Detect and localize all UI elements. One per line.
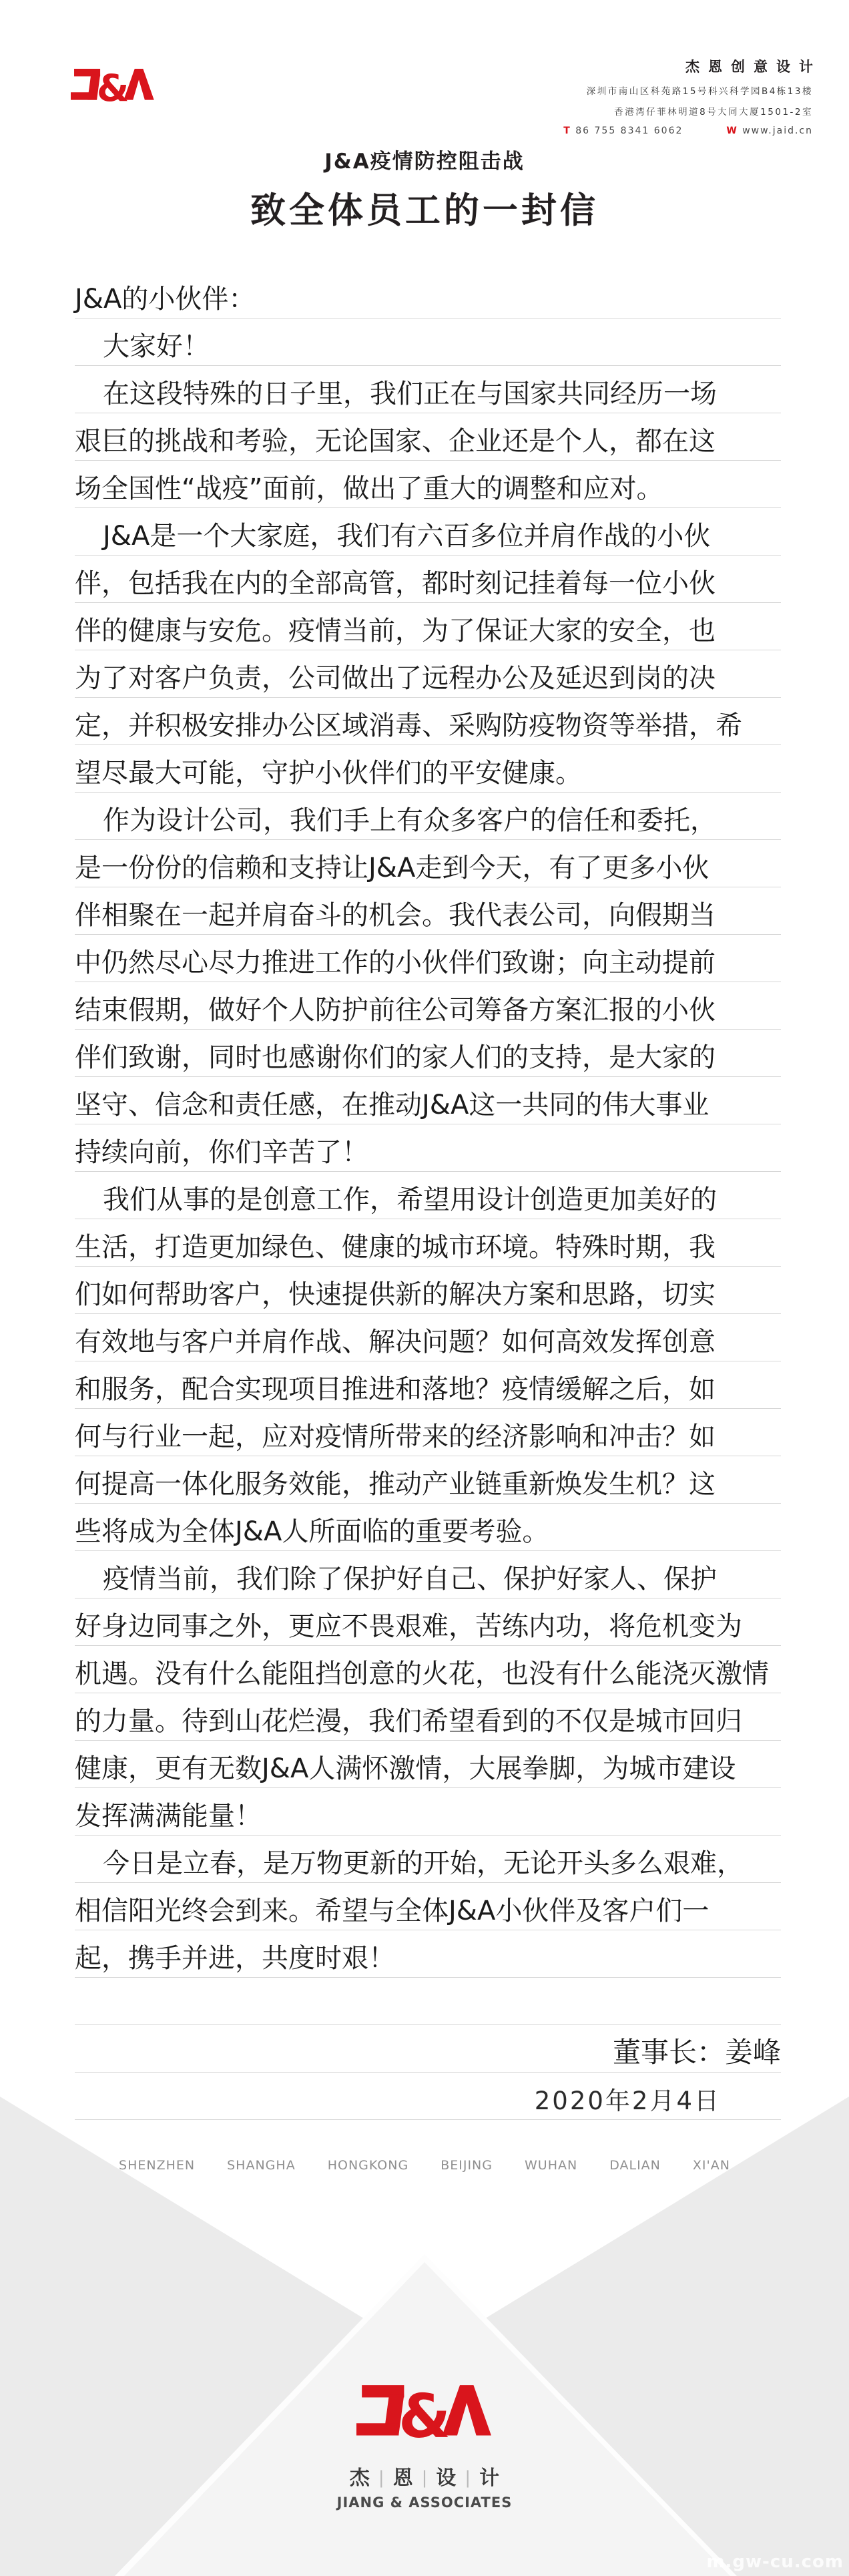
city-label: SHANGHA [227, 2158, 296, 2173]
letter-line-text: 在这段特殊的日子里，我们正在与国家共同经历一场 [103, 379, 717, 409]
letter-line [75, 840, 781, 887]
letter-line [75, 603, 781, 650]
tel-icon: T [563, 126, 571, 136]
letter-line [75, 1314, 781, 1361]
letter-line [75, 1030, 781, 1077]
letter-line [75, 1646, 781, 1693]
letter-line [75, 1361, 781, 1409]
letter-line [75, 887, 781, 935]
letter-line-text: 和服务，配合实现项目推进和落地？疫情缓解之后，如 [75, 1374, 716, 1405]
letter-line [75, 508, 781, 556]
brand-separator: | [378, 2468, 384, 2488]
letter-line [75, 1172, 781, 1219]
letter-line-text: 生活，打造更加绿色、健康的城市环境。特殊时期，我 [75, 1232, 716, 1263]
letter-line [75, 1456, 781, 1504]
letterhead-info [533, 56, 822, 136]
letter-line [75, 1409, 781, 1456]
address-hongkong: 香港湾仔菲林明道8号大同大厦1501-2室 [614, 107, 813, 118]
office-cities [0, 2158, 849, 2173]
letter-line [75, 1077, 781, 1124]
contact-line [533, 126, 813, 136]
letter-line-text: 定，并积极安排办公区域消毒、采购防疫物资等举措，希 [75, 710, 742, 741]
letter-line-text: 坚守、信念和责任感，在推动J&A这一共同的伟大事业 [75, 1090, 710, 1120]
letter-line [75, 1836, 781, 1883]
letter-line-text: 们如何帮助客户，快速提供新的解决方案和思路，切实 [75, 1279, 716, 1310]
letter-line-text: 我们从事的是创意工作，希望用设计创造更加美好的 [103, 1185, 717, 1215]
brand-char: 杰 [349, 2466, 370, 2490]
letter-line-text: 2020年2月4日 [534, 2087, 721, 2116]
letter-line-text: 结束假期，做好个人防护前往公司筹备方案汇报的小伙 [75, 995, 716, 1026]
brand-separator: | [465, 2468, 471, 2488]
letter-line-text: 相信阳光终会到来。希望与全体J&A小伙伴及客户们一 [75, 1896, 710, 1926]
letter-line [75, 271, 781, 318]
company-name-cn: 杰恩创意设计 [685, 59, 822, 75]
letter-line [75, 1219, 781, 1267]
letter-line [75, 1693, 781, 1741]
svg-text:&: & [96, 68, 129, 108]
letter-line-text: 场全国性“战疫”面前，做出了重大的调整和应对。 [75, 473, 663, 504]
letter-line-text: 发挥满满能量！ [75, 1801, 262, 1832]
letter-line [75, 745, 781, 793]
letter-line [75, 1788, 781, 1836]
brand-separator: | [421, 2468, 428, 2488]
letter-title: 致全体员工的一封信 [250, 190, 599, 231]
letter-line-text: 持续向前，你们辛苦了！ [75, 1137, 368, 1168]
footer-brand [0, 2385, 849, 2511]
letter-line-text: 机遇。没有什么能阻挡创意的火花，也没有什么能浇灭激情 [75, 1659, 769, 1689]
letter-line-text: J&A是一个大家庭，我们有六百多位并肩作战的小伙 [103, 521, 711, 552]
address-shenzhen: 深圳市南山区科苑路15号科兴科学园B4栋13楼 [586, 86, 813, 97]
website-url: www.jaid.cn [742, 126, 813, 136]
letter-line-text: 疫情当前，我们除了保护好自己、保护好家人、保护 [103, 1564, 717, 1594]
letter-line-text: 董事长：姜峰 [612, 2035, 781, 2069]
letter-line [75, 318, 781, 366]
svg-text:&: & [398, 2385, 451, 2448]
brand-char: 计 [479, 2466, 500, 2490]
letter-line-text: J&A的小伙伴： [75, 284, 256, 314]
watermark-text: m.gw-cu.com [706, 2552, 844, 2572]
letter-line [75, 935, 781, 982]
letter-line-text: 起，携手并进，共度时艰！ [75, 1943, 395, 1974]
city-label: BEIJING [441, 2158, 493, 2173]
letter-line-text: 为了对客户负责，公司做出了远程办公及延迟到岗的决 [75, 663, 716, 694]
letter-line-text: 的力量。待到山花烂漫，我们希望看到的不仅是城市回归 [75, 1706, 742, 1737]
letter-line [75, 1598, 781, 1646]
letter-body [75, 271, 781, 2120]
letter-line [75, 1124, 781, 1172]
brand-char: 设 [436, 2466, 457, 2490]
letter-line-text: 伴们致谢，同时也感谢你们的家人们的支持，是大家的 [75, 1042, 716, 1073]
letter-line-text: 大家好！ [103, 331, 210, 362]
letter-line [75, 1741, 781, 1788]
letter-line [75, 2025, 781, 2073]
letter-line [75, 1883, 781, 1930]
letter-line [75, 982, 781, 1030]
letter-line [75, 366, 781, 413]
letter-line [75, 1267, 781, 1314]
city-label: HONGKONG [327, 2158, 409, 2173]
letter-line-text: 中仍然尽心尽力推进工作的小伙伴们致谢；向主动提前 [75, 947, 716, 978]
ja-logo-icon [71, 68, 155, 108]
letter-line-text: 何与行业一起，应对疫情所带来的经济影响和冲击？如 [75, 1422, 716, 1452]
letter-line [75, 650, 781, 698]
letter-line-text: 伴，包括我在内的全部高管，都时刻记挂着每一位小伙 [75, 568, 716, 599]
letter-line-text: 健康，更有无数J&A人满怀激情，大展拳脚，为城市建设 [75, 1753, 736, 1784]
city-label: XI'AN [692, 2158, 730, 2173]
city-label: DALIAN [609, 2158, 661, 2173]
letter-line [75, 1551, 781, 1598]
letter-line [75, 556, 781, 603]
letter-line-text: 是一份份的信赖和支持让J&A走到今天，有了更多小伙 [75, 853, 710, 883]
letter-line-text: 艰巨的挑战和考验，无论国家、企业还是个人，都在这 [75, 426, 716, 457]
letter-line [75, 1978, 781, 2025]
title-block [0, 144, 849, 233]
letter-line-text: 作为设计公司，我们手上有众多客户的信任和委托， [103, 805, 717, 836]
letter-line [75, 1504, 781, 1551]
letter-subtitle: J&A疫情防控阻击战 [324, 150, 525, 174]
letter-line-text: 好身边同事之外，更应不畏艰难，苦练内功，将危机变为 [75, 1611, 742, 1642]
letter-line [75, 698, 781, 745]
city-label: WUHAN [525, 2158, 578, 2173]
web-icon: W [726, 126, 738, 136]
letter-line-text: 今日是立春，是万物更新的开始，无论开头多么艰难， [103, 1848, 744, 1879]
letter-line-text: 何提高一体化服务效能，推动产业链重新焕发生机？这 [75, 1469, 716, 1500]
letter-line-text: 些将成为全体J&A人所面临的重要考验。 [75, 1516, 549, 1547]
letter-line [75, 793, 781, 840]
brand-name-cn [0, 2461, 849, 2491]
tel-number: 86 755 8341 6062 [575, 126, 683, 136]
letter-line [75, 1930, 781, 1978]
letter-line [75, 413, 781, 461]
letter-line-text: 望尽最大可能，守护小伙伴们的平安健康。 [75, 758, 582, 789]
brand-char: 恩 [392, 2466, 413, 2490]
brand-name-en: JIANG & ASSOCIATES [336, 2495, 513, 2511]
letter-line-text: 伴的健康与安危。疫情当前，为了保证大家的安全，也 [75, 616, 716, 646]
letter-line-text: 有效地与客户并肩作战、解决问题？如何高效发挥创意 [75, 1327, 716, 1357]
letter-line-text: 伴相聚在一起并肩奋斗的机会。我代表公司，向假期当 [75, 900, 716, 931]
ja-logo-icon [356, 2385, 493, 2448]
letter-line [75, 461, 781, 508]
city-label: SHENZHEN [119, 2158, 196, 2173]
